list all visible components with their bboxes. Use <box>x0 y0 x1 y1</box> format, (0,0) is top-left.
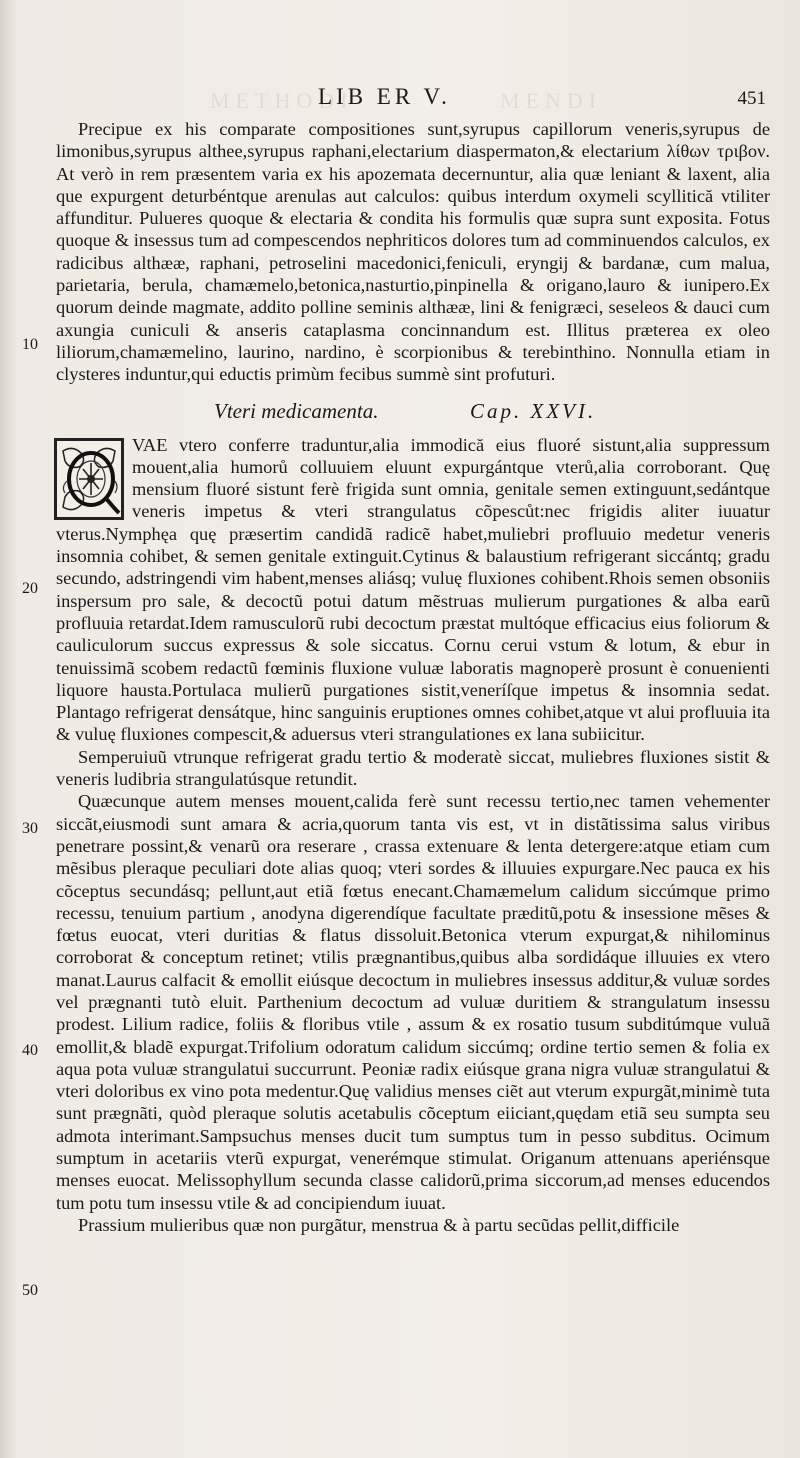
line-number-40: 40 <box>22 1042 38 1059</box>
paragraph-menses-movers: Quæcunque autem menses mouent,calida ferè sunt recessu tertio,nec tamen vehementer siccãt,eiusmodi sunt amara & acria,quorum tanta vis est, vt in distãtissima salus viribus penetrare possint,& venarũ ora reserare , crassa extenuare & lenta detergere:atque etiam cum mẽsibus pleraque peculiari dote alias quoq; vteri sordes & illuuies expurgare.Nec pauca ex his cõceptus secundásq; pellunt,aut etiã fœtus enecant.Chamæmelum calidum siccúmque primo recessu, tenuium partium , anodyna digerendíque facultate præditũ,potu & insessione mẽses & fœtus euocat, vteri duritias & flatus dissoluit.Betonica vterum expurgat,& nihilominus corroborat & conceptum retinet; vtilis prægnantibus,quibus alba sordidáque illuuies ex vtero manat.Laurus calfacit & emollit eiúsque decoctum in muliebres insessus additur,& vuluæ sordes vel prægnanti tutò eluit. Parthenium decoctum ad vuluæ duritiem & strangulatum insessu prodest. Lilium radice, foliis & floribus vtile , assum & ex rosatio tusum subditúmque vuluã emollit,& bladẽ expurgat.Trifolium odoratum calidum siccúmq; ordine tertio semen & folia ex aqua pota vuluæ strangulatui succurrunt. Peoniæ radix eiúsque grana nigra vuluæ strangulatui & vteri doloribus ex vino pota medentur.Quę validius menses ciẽt aut vterum expurgãt,minimè tuta sunt prægnãti, quòd pleraque solutis acetabulis cõceptum eiiciant,quędam etiã seu sumpta seu admota interimant.Sampsuchus menses ducit tum sumptus tum in pesso subditus. Ocimum sumptum in acetariis vterũ expurgat, venerémque stimulat. Origanum attenuans aperiénsque menses euocat. Melissophyllum secunda classe calidorũ,prima siccorum,ad menses educendos tum potu tum insessu vtile & ad concipiendum iuuat. <box>56 791 770 1213</box>
paragraph-prassium: Prassium mulieribus quæ non purgãtur, menstrua & à partu secũdas pellit,difficile <box>78 1214 680 1235</box>
line-number-30: 30 <box>22 820 38 837</box>
line-number-10: 10 <box>22 336 38 353</box>
paragraph-sempervivum: Semperuiuũ vtrunque refrigerat gradu tertio & moderatè siccat, muliebres fluxiones sistit & veneris ludibria strangulatúsque retundit. <box>56 746 770 790</box>
show-through-text-right: MENDI <box>500 88 603 113</box>
chapter-heading <box>56 400 770 426</box>
running-head <box>0 84 800 114</box>
paragraph-text: VAE vtero conferre traduntur,alia immodică eius fluoré sistunt,alia suppressum mouent,alia humorů colluuiem eluunt expurgántque vterů,alia corroborant. Quę mensium fluoré sistunt ferè frigida sunt omnia, genitale semen extinguunt,sedántque veneris impetus & vteri strangulatus cõpescůt:nec frigidis aliter iuuatur vterus.Nymphęa quę præsertim candidã radicẽ habet,muliebri profluuio medetur veneris insomnia cohibet, & semen genitale extinguit.Cytinus & balaustium refrigerant siccántq; gradu secundo, adstringendi vim habent,menses aliásq; vuluę fluxiones cohibent.Rhois semen obsoniis inspersum pro sale, & decoctũ potui datum mẽstruas mulierum purgationes & alba earũ profluuia retardat.Idem ramusculorũ rubi decoctum præstat multóque efficacius eius foliorum & cauliculorum succus expressus & sole siccatus. Cornu cerui vstum & lotum, & ebur in tenuissimã scobem redactũ fœminis fluxione vuluæ laboratis magnoperè prosunt è conuenienti liquore hausta.Portulaca mulierũ purgationes sistit,veneríſque impetus & insomnia sedat. Plantago refrigerat densátque, hinc sanguinis eruptiones omnes cohibet,atque vt alui profluuia ita & vuluę fluxiones compescit,& aduersus vteri strangulationes ex lana subiicitur. <box>56 434 770 745</box>
show-through-text: METHODI <box>210 88 354 113</box>
body-text <box>56 118 770 1236</box>
page-number: 451 <box>737 88 766 109</box>
drop-cap-q-icon <box>54 438 124 520</box>
chapter-title: Vteri medicamenta. <box>214 398 379 423</box>
paragraph-uterine-remedies <box>56 434 770 746</box>
ornamented-initial-icon <box>57 441 121 517</box>
running-title: LIB ER V. <box>318 84 451 109</box>
line-number-50: 50 <box>22 1282 38 1299</box>
chapter-number: Cap. XXVI. <box>470 398 597 423</box>
paragraph-compositions: Precipue ex his comparate compositiones sunt,syrupus capillorum veneris,syrupus de limonibus,syrupus althee,syrupus raphani,electarium diaspermaton,& electarium λίθων τριβον. At verò in rem præsentem varia ex his apozemata decernuntur, alia quæ leniant & laxent, alia que expurgent deturbéntque arenulas aut calculos: quibus interdum oxymeli scyllitică vtiliter affunditur. Pulueres quoque & electaria & condita his formulis quæ supra sunt exposita. Fotus quoque & insessus tum ad compescendos nephriticos dolores tum ad comminuendos calculos, ex radicibus althææ, raphani, petroselini macedonici,feniculi, eryngij & bardanæ, cum malua, parietaria, berula, chamæmelo,betonica,nasturtio,pinpinella & origano,lauro & iunipero.Ex quorum deinde magmate, addito polline seminis althææ, lini & fenigræci, seseleos & dauci cum axungia cuniculi & anseris cataplasma concinnandum est. Illitus præterea ex oleo liliorum,chamæmelino, laurino, nardino, è scorpionibus & terebinthino. Nonnulla etiam in clysteres induntur,qui eductis primùm fecibus summè sint profuturi. <box>56 119 770 385</box>
line-number-20: 20 <box>22 580 38 597</box>
